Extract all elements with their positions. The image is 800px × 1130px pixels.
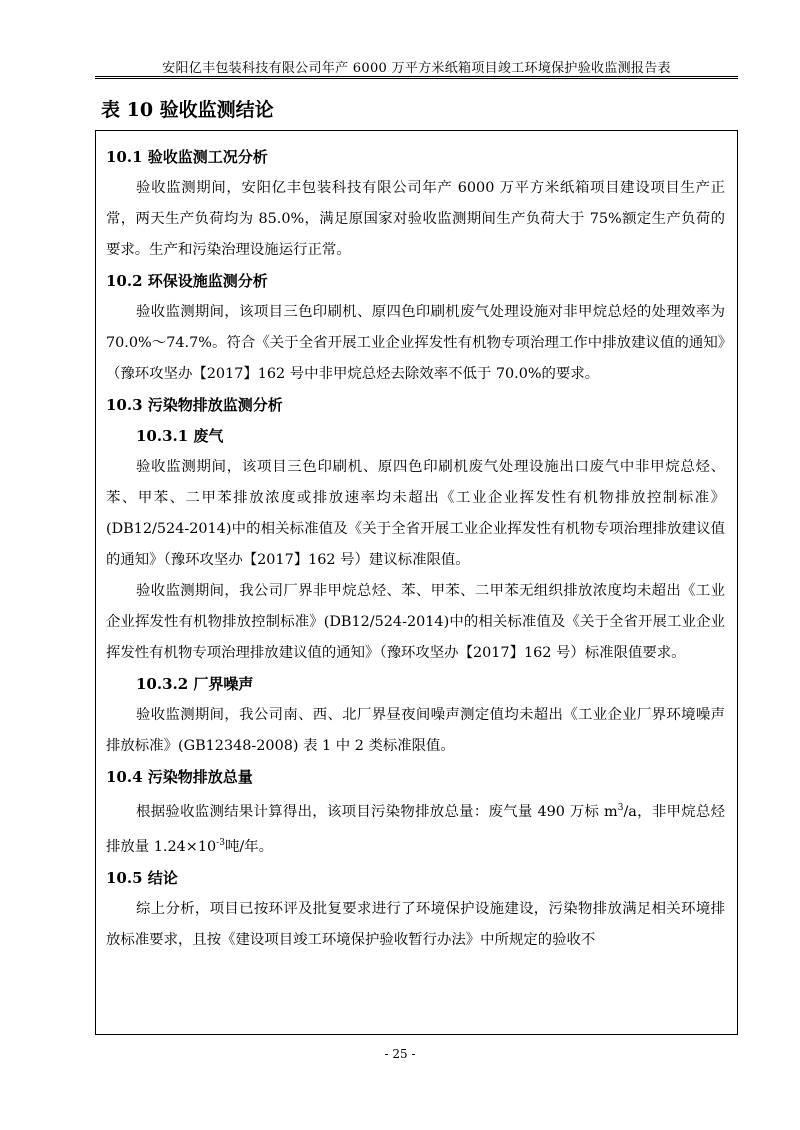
section-10-3-1-paragraph-1: 验收监测期间，该项目三色印刷机、原四色印刷机废气处理设施出口废气中非甲烷总烃、苯、甲苯、二甲苯排放浓度或排放速率均未超出《工业企业挥发性有机物排放控制标准》(DB12/524-2014)中的相关标准值及《关于全省开展工业企业挥发性有机物专项治理排放建议值的通知》（豫环攻坚办【2017】162 号）建议标准限值。 <box>106 459 725 568</box>
section-10-2-paragraph: 验收监测期间，该项目三色印刷机、原四色印刷机废气处理设施对非甲烷总烃的处理效率为 70.0%～74.7%。符合《关于全省开展工业企业挥发性有机物专项治理工作中排放建议值的通知》（豫环攻坚办【2017】162 号中非甲烷总烃去除效率不低于 70.0%的要求。 <box>106 304 725 382</box>
emission-text-a: 根据验收监测结果计算得出，该项目污染物排放总量：废气量 490 万标 m <box>136 803 618 820</box>
section-10-3-1-heading: 10.3.1 废气 <box>136 427 224 445</box>
exponent-superscript: -3 <box>216 837 225 848</box>
section-10-4-paragraph <box>106 793 725 863</box>
conclusion-box <box>95 130 738 1035</box>
section-10-5-heading: 10.5 结论 <box>106 868 178 887</box>
section-10-2-heading: 10.2 环保设施监测分析 <box>106 272 268 290</box>
section-10-5-paragraph: 综上分析，项目已按环评及批复要求进行了环境保护设施建设，污染物排放满足相关环境排放标准要求，且按《建设项目竣工环境保护验收暂行办法》中所规定的验收不 <box>106 900 725 948</box>
section-10-1-paragraph: 验收监测期间，安阳亿丰包装科技有限公司年产 6000 万平方米纸箱项目建设项目生产正常，两天生产负荷均为 85.0%，满足原国家对验收监测期间生产负荷大于 75%额定生产负荷的要求。生产和污染治理设施运行正常。 <box>106 180 725 258</box>
page-number: - 25 - <box>384 1047 416 1061</box>
section-10-3-heading: 10.3 污染物排放监测分析 <box>106 396 283 414</box>
section-10-4-heading: 10.4 污染物排放总量 <box>106 768 253 786</box>
running-header: 安阳亿丰包装科技有限公司年产 6000 万平方米纸箱项目竣工环境保护验收监测报告表 <box>162 61 671 76</box>
emission-text-b: /a，非甲烷总烃排放量 1.24×10 <box>106 803 725 855</box>
section-10-3-2-paragraph: 验收监测期间，我公司南、西、北厂界昼夜间噪声测定值均未超出《工业企业厂界环境噪声排放标准》(GB12348-2008) 表 1 中 2 类标准限值。 <box>106 707 725 754</box>
emission-text-c: 吨/年。 <box>224 838 273 855</box>
section-10-3-1-paragraph-2: 验收监测期间，我公司厂界非甲烷总烃、苯、甲苯、二甲苯无组织排放浓度均未超出《工业企业挥发性有机物排放控制标准》(DB12/524-2014)中的相关标准值及《关于全省开展工业企业挥发性有机物专项治理排放建议值的通知》（豫环攻坚办【2017】162 号）标准限值要求。 <box>106 583 725 661</box>
unit-superscript: 3 <box>617 803 624 813</box>
section-10-1-heading: 10.1 验收监测工况分析 <box>106 148 268 166</box>
table-title: 表 10 验收监测结论 <box>101 99 274 121</box>
section-10-3-2-heading: 10.3.2 厂界噪声 <box>136 675 254 693</box>
header-rule <box>95 76 738 77</box>
header-rule-double <box>95 78 738 79</box>
